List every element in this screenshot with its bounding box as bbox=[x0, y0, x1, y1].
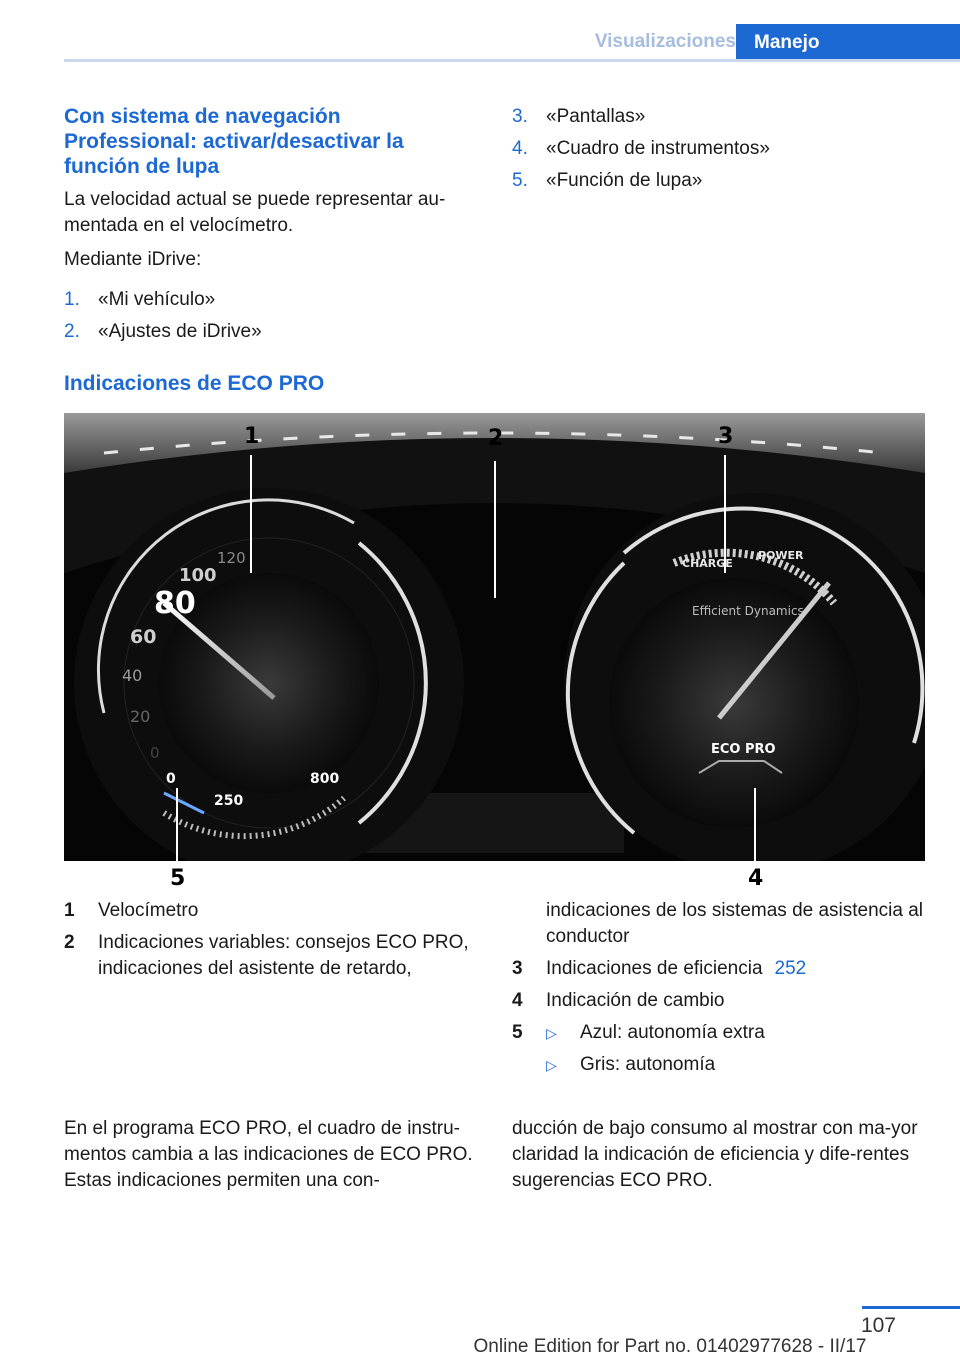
efficient-label: Efficient Dynamics bbox=[692, 604, 804, 618]
legend-right bbox=[512, 898, 924, 1084]
range-label-250: 250 bbox=[214, 793, 244, 809]
speed-tick-120: 120 bbox=[217, 549, 246, 567]
instrument-cluster-figure bbox=[64, 413, 925, 887]
lupa-steps-right bbox=[512, 104, 924, 200]
eco-pro-label: ECO PRO bbox=[711, 742, 776, 757]
legend-item-5: 5 ▷ Azul: autonomía extra bbox=[512, 1020, 924, 1046]
eco-paragraph-left: En el programa ECO PRO, el cuadro de instru-mentos cambia a las indicaciones de ECO PRO. Estas indicaciones permiten una con- bbox=[64, 1118, 473, 1191]
step-item: 3. «Pantallas» bbox=[512, 106, 646, 127]
legend-item-4: 4 Indicación de cambio bbox=[512, 990, 725, 1011]
step-item: 1. «Mi vehículo» bbox=[64, 289, 216, 310]
speed-tick-20: 20 bbox=[130, 707, 151, 726]
range-label-800: 800 bbox=[310, 771, 340, 787]
callout-2: 2 bbox=[488, 426, 504, 451]
page-number: 107 bbox=[860, 1314, 896, 1337]
speed-tick-40: 40 bbox=[122, 666, 143, 685]
callout-1: 1 bbox=[244, 424, 260, 449]
legend-left bbox=[64, 898, 476, 988]
charge-label: CHARGE bbox=[682, 557, 733, 570]
lupa-steps-left bbox=[64, 287, 476, 345]
eco-title: Indicaciones de ECO PRO bbox=[64, 372, 325, 395]
range-label-0: 0 bbox=[166, 771, 176, 787]
cluster-svg bbox=[64, 413, 925, 887]
lupa-via: Mediante iDrive: bbox=[64, 249, 202, 270]
eco-paragraph-right: ducción de bajo consumo al mostrar con ma-yor claridad la indicación de eficiencia y dife-rentes sugerencias ECO PRO. bbox=[512, 1118, 918, 1191]
page-ref-link[interactable]: 252 bbox=[774, 958, 807, 979]
speed-tick-0: 0 bbox=[150, 744, 160, 762]
speed-value: 80 bbox=[154, 586, 196, 621]
speed-tick-60: 60 bbox=[130, 626, 157, 648]
header-bar bbox=[64, 24, 960, 62]
tab-manejo[interactable]: Manejo bbox=[736, 24, 960, 62]
lupa-intro: La velocidad actual se puede representar au-mentada en el velocímetro. bbox=[64, 189, 446, 236]
legend-item-1: 1 Velocímetro bbox=[64, 900, 199, 921]
legend-item-3: 3 Indicaciones de eficiencia 252 bbox=[512, 958, 807, 979]
step-item: 2. «Ajustes de iDrive» bbox=[64, 321, 262, 342]
power-label: POWER bbox=[758, 549, 804, 562]
tab-visualizaciones[interactable]: Visualizaciones bbox=[594, 31, 736, 52]
callout-5: 5 bbox=[170, 866, 186, 887]
triangle-bullet-icon: ▷ bbox=[546, 1025, 557, 1041]
step-item: 4. «Cuadro de instrumentos» bbox=[512, 138, 770, 159]
step-item: 5. «Función de lupa» bbox=[512, 170, 703, 191]
header-rule bbox=[64, 59, 960, 62]
lupa-title: Con sistema de navegación Professional: activar/desactivar la función de lupa bbox=[64, 105, 404, 178]
legend-item-2: 2 Indicaciones variables: consejos ECO PRO, indicaciones del asistente de retardo, bbox=[64, 932, 469, 979]
bottom-strip bbox=[64, 861, 925, 887]
speed-tick-100: 100 bbox=[179, 565, 217, 586]
callout-3: 3 bbox=[718, 424, 734, 449]
callout-4: 4 bbox=[748, 866, 764, 887]
triangle-bullet-icon: ▷ bbox=[546, 1057, 557, 1073]
page-number-rule bbox=[862, 1306, 960, 1309]
footer-edition: Online Edition for Part no. 01402977628 - II/17 bbox=[473, 1336, 867, 1357]
legend-item-5b: ▷ Gris: autonomía bbox=[512, 1052, 924, 1078]
lupa-section bbox=[64, 104, 476, 351]
legend-item-2-cont: indicaciones de los sistemas de asistencia al conductor bbox=[546, 900, 924, 947]
